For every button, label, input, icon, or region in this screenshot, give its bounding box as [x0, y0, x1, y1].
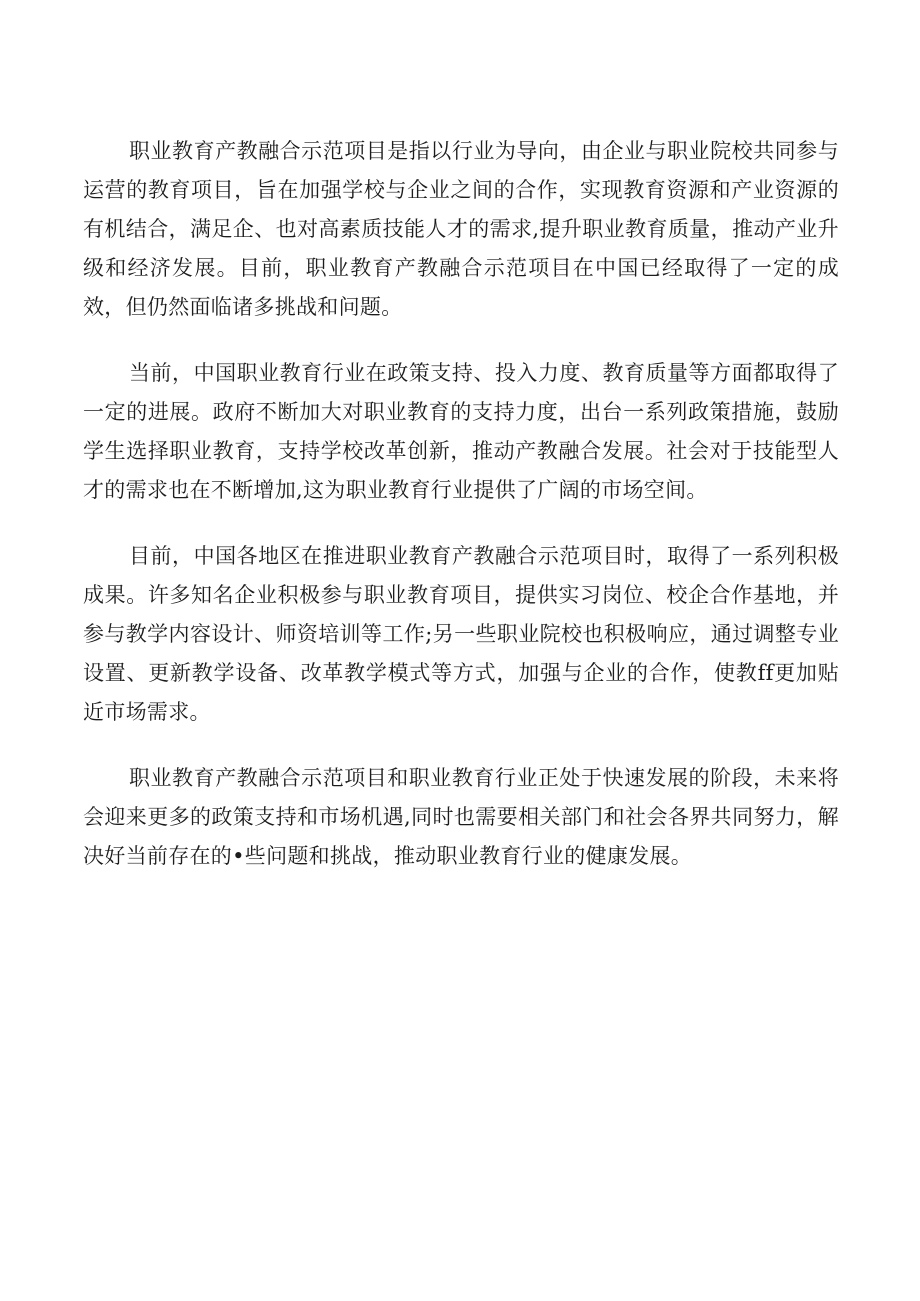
- paragraph-3: 目前，中国各地区在推进职业教育产教融合示范项目时，取得了一系列积极成果。许多知名企业积极参与职业教育项目，提供实习岗位、校企合作基地，并参与教学内容设计、师资培训等工作;另一些职业院校也积极响应，通过调整专业设置、更新教学设备、改革教学模式等方式，加强与企业的合作，使教ff更加贴近市场需求。: [83, 544, 839, 724]
- document-body: [83, 132, 839, 903]
- paragraph-4: 职业教育产教融合示范项目和职业教育行业正处于快速发展的阶段，未来将会迎来更多的政策支持和市场机遇,同时也需要相关部门和社会各界共同努力，解决好当前存在的•些问题和挑战，推动职业教育行业的健康发展。: [83, 766, 839, 868]
- paragraph-1: 职业教育产教融合示范项目是指以行业为导向，由企业与职业院校共同参与运营的教育项目，旨在加强学校与企业之间的合作，实现教育资源和产业资源的有机结合，满足企、也对高素质技能人才的需求,提升职业教育质量，推动产业升级和经济发展。目前，职业教育产教融合示范项目在中国已经取得了一定的成效，但仍然面临诸多挑战和问题。: [83, 139, 839, 319]
- paragraph-2: 当前，中国职业教育行业在政策支持、投入力度、教育质量等方面都取得了一定的进展。政府不断加大对职业教育的支持力度，出台一系列政策措施，鼓励学生选择职业教育，支持学校改革创新，推动产教融合发展。社会对于技能型人才的需求也在不断增加,这为职业教育行业提供了广阔的市场空间。: [83, 361, 839, 502]
